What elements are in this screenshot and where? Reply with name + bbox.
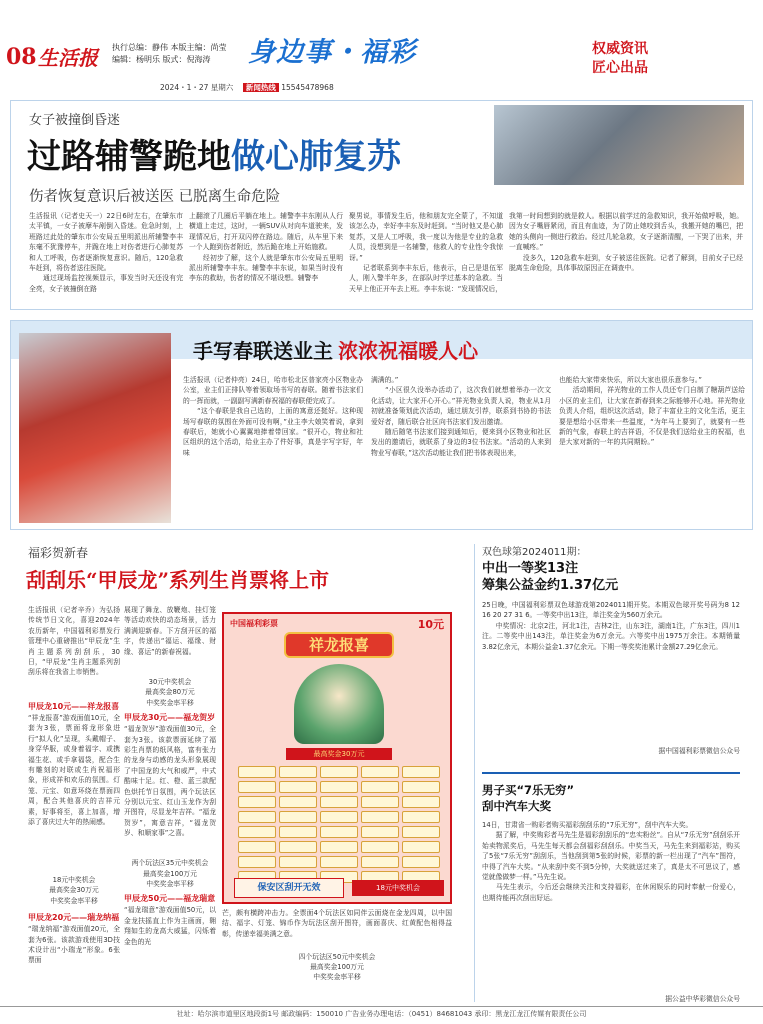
scratch-cell: [320, 781, 358, 793]
editor-credits: [112, 42, 227, 66]
story1-col-1: 生活报讯（记者史天一）22日6时左右，在肇东市太平镇，一女子被摩车剐倒入昏迷。危急时刻，上班路过此处的肇东市公安局五里明派出所辅警李丰东毫不犹豫停车，并跪在地上对伤者进行心肺复苏和人工呼吸，伤者逐渐恢复意识。随后，120急救车赶到，将伤者送往医院。 通过现场监控视频显示，事发当时天还没有完全亮，女子被撞倒在路: [29, 212, 183, 293]
story1-col-4: 我第一时间想到的就是救人。根据以前学过的急救知识，我开始做呼吸，她。因为女子嘴唇紧闭，而且有血迹，为了防止她咬到舌头，我搬开她的嘴巴，把她的头侧向一侧进行救治。经过几轮急救，女子逐渐清醒，一下哭了出来，并一直喊疼。” 没多久，120急救车赶到，女子被送往医院。记者了解到，目前女子已经脱离生命危险，具体事故原因正在调查中。: [509, 212, 743, 273]
footer-imprint: 社址：哈尔滨市道里区地段街1号 邮政编码：150010 广告业务办理电话：（0451）84681043 承印：黑龙江龙江传媒有限责任公司: [0, 1006, 763, 1020]
story1-subhead: 伤者恢复意识后被送医 已脱离生命危险: [29, 189, 281, 205]
sidebar1-source: 据中国福利彩票微信公众号: [658, 747, 740, 755]
scratch-cell: [402, 856, 440, 868]
story3-col-1: [28, 605, 120, 1005]
t3-prize-c: 中奖奖金率平移: [146, 880, 194, 889]
story2-headline-b: 浓浓祝福暖人心: [338, 339, 479, 363]
sidebar2-body: 14日，甘肃省一购彩者购买福彩刮刮乐的“7乐无穷”，刮中汽车大奖。 据了解，中奖购彩者马先生是福彩刮刮乐的“忠实粉丝”。自从“7乐无穷”刮刮乐开始卖物派奖后，马先生每天都会刮福彩刮刮乐。中奖当天，马先生来到福彩站，购买了5张“7乐无穷”刮刮乐，当他刮到第5张的时候，彩票的新一栏出现了“汽车”图符，中得了汽车大奖。“从来刮中奖不到5分钟，大奖就送过来了，真是太不可思议了，感觉就像做梦一样。”马先生说。 马先生表示，今后还会继续关注和支持福彩，在休闲娱乐的同时奉献一份爱心，也期待能再次刮出好运。: [482, 821, 740, 902]
t1-prize-b: 最高奖金30万元: [49, 886, 99, 895]
scratch-cell: [361, 811, 399, 823]
story1-headline-b: 做心肺复苏: [231, 137, 401, 177]
scratch-cell: [402, 841, 440, 853]
newspaper-logo: 生活报: [38, 46, 98, 70]
t4-title: 甲辰龙50元——福龙瑞意: [124, 894, 216, 904]
credits-line-1: 执行总编：静伟 本版主编：尚莹: [112, 43, 227, 52]
scratch-cell: [238, 811, 276, 823]
t3-body: “福龙贺岁”游戏面值30元，全套为3张。该款票面延续了福彩生肖票的纸风格，富有张力的龙身与动感的龙头形象展现了中国龙的大气和威严，中式酷味十足。红、橙、蓝三款配色烘托节日氛围，两个玩法区分别以元宝、红山玉龙作为刮开图符，尽显龙年吉祥。“福龙贺岁”，寓意吉祥，“福龙贺岁、和顺家事”之喜。: [124, 725, 216, 838]
slogan-line-2: 匠心出品: [592, 60, 648, 76]
t3-title: 甲辰龙30元——福龙贺岁: [124, 713, 216, 723]
scratch-cell: [279, 766, 317, 778]
scratch-cell: [320, 811, 358, 823]
story2-col-3: 也能给大家带来快乐，所以大家也很乐意参与。” 活动期间，祥光物业的工作人员还专门自制了糖葫芦送给小区的业主们，让大家在新春到来之际能够开心地。祥光物业负责人介绍，组织这次活动，除了丰富业主的文化生活，更主要是想给小区带来一些温度，“为年马上要到了，就要有一些新的气象，春联上的吉祥语，不仅是我们送给业主的祝福，也是大家对新的一年的共同期盼。”: [559, 376, 745, 447]
story3-kicker: 福彩贺新春: [28, 546, 89, 560]
column-divider: [474, 544, 475, 1002]
scratch-cell: [279, 796, 317, 808]
t3-prize-a: 两个玩法区35元中奖机会: [131, 859, 209, 868]
scratch-cell: [320, 826, 358, 838]
t4-body: “福龙瑞意”游戏面值50元，以金龙扶摇直上作为主画面，翱翔如生的龙高大威猛，闪烁着金色的光: [124, 906, 216, 946]
story1-headline: [27, 129, 401, 178]
sidebar2-source: 据公益中华彩微信公众号: [665, 995, 740, 1003]
t1-prize-a: 18元中奖机会: [52, 876, 96, 884]
sidebar1-body: 25日晚，中国福利彩票双色球游戏第2024011期开奖。本期双色球开奖号码为8 12 16 20 27 31 6。一等奖中出13注，单注奖金为560万余元。 中奖情况：北京2注，河北1注，吉林2注，山东3注，湖南1注，广东3注，四川1注。二等奖中出143注，单注奖金为6万余元。六等奖中出1975万余注。本期销量3.82亿余元，本期公益金1.37亿余元。下期一等奖奖池累计金额27.29亿余元。: [482, 601, 740, 651]
scratch-cell: [361, 826, 399, 838]
t3-prize-b: 最高奖金100万元: [143, 869, 197, 878]
ticket-brand: 中国福利彩票: [230, 619, 278, 628]
page-number: 08: [6, 44, 37, 70]
scratch-cell: [402, 766, 440, 778]
story3-intro: 生活报讯（记者辛乔）为弘扬传统节日文化，喜迎2024年农历新年，中国福利彩票发行管理中心重磅推出“甲辰龙”生肖主题系列刮刮乐，30日，“甲辰龙”生肖主题系列刮刮乐将在我省上市销售。: [28, 606, 120, 677]
scratch-cell: [320, 841, 358, 853]
section-banner: 身边事・福彩: [248, 37, 416, 68]
sidebar2-headline-b: 刮中汽车大奖: [482, 799, 551, 813]
scratch-cell: [402, 811, 440, 823]
t4-prize-c: 中奖奖金率平移: [313, 973, 361, 981]
scratch-cell: [320, 796, 358, 808]
slogan: [592, 40, 648, 78]
t2-prize-b: 最高奖金80万元: [145, 688, 195, 697]
scratch-cell: [238, 781, 276, 793]
t1-prize-c: 中奖奖金率平移: [50, 896, 98, 905]
scratch-cell: [238, 766, 276, 778]
scratch-cell: [279, 856, 317, 868]
story-spring-couplets: [10, 320, 753, 530]
scratch-cell: [402, 826, 440, 838]
sidebar-lottery-draw: [482, 546, 740, 756]
story3-col-2: [124, 605, 216, 1005]
dragon-illustration: [294, 664, 384, 744]
hotline-label: 新闻热线: [243, 83, 279, 92]
story3-headline: 刮刮乐“甲辰龙”系列生肖票将上市: [26, 568, 330, 592]
scratch-cell: [361, 841, 399, 853]
scratch-cell: [361, 766, 399, 778]
slogan-line-1: 权威资讯: [592, 41, 648, 57]
sidebar1-headline-b: 筹集公益金约1.37亿元: [482, 578, 619, 593]
scratch-cell: [238, 796, 276, 808]
story2-col-1: 生活报讯（记者仲亮）24日，哈市松北区普家亮小区物业办公室，业主们正排队等着领取场书写的春联。随着书法家们的一挥而就，一副副写满新春祝福的春联便完成了。 “这个春联是我自己选的，上面的寓意还挺好。这种现场写春联的氛围在外面可没有啊，”业主李大娘笑着说，拿到春联后，她就小心翼翼地捧着带回家。“很开心，物业和社区组织的这个活动，给业主办了件好事，真是字写字好，年味: [183, 376, 363, 457]
scratch-grid: [238, 766, 440, 883]
t2-prize-c: 中奖奖金率平移: [146, 698, 194, 707]
story1-col-2: 上翻滚了几圈后平躺在地上。辅警李丰东刚从人行横道上走过，这时，一辆SUV从对向车道驶来，发现情况后，打开双闪停在路边。随后，从车里下来一个人跑到伤者附近，然后跪在地上开始施救。 经初步了解，这个人就是肇东市公安局五里明派出所辅警李丰东。辅警李丰东说，如果当时没有李东的救助，伤者的情况不堪设想。辅警李: [189, 212, 343, 283]
ticket-title: 祥龙报喜: [284, 632, 394, 658]
sidebar-car-prize: [482, 772, 740, 1004]
t4-prize-b: 最高奖金100万元: [310, 963, 364, 971]
couplets-photo: [19, 333, 171, 523]
ticket-face: 10元: [417, 618, 444, 631]
scratch-cell: [361, 856, 399, 868]
story2-headline-a: 手写春联送业主: [193, 339, 333, 363]
story-auxiliary-police: [10, 100, 753, 310]
scratch-cell: [320, 856, 358, 868]
t1-body: “祥龙报喜”游戏面值10元，全套为3张，票面将龙形象进行“拟人化”呈现，头戴帽子、身穿华服，或身着福字、或携福生花、或手拿福袋，配合生有雕刻的对联或生肖祝福形象，形成祥和欢乐的氛围。灯笼、元宝、如意环绕在票面四周，配合其他喜庆的吉祥元素，好事将至，喜上加喜，增添了喜庆过大年的热闹感。: [28, 714, 120, 827]
scratch-cell: [279, 781, 317, 793]
scratch-cell: [402, 781, 440, 793]
sidebar1-headline-a: 中出一等奖13注: [482, 561, 579, 576]
story2-headline: [193, 335, 478, 364]
ticket-top-prize: 最高奖金30万元: [286, 748, 392, 760]
scratch-cell: [238, 826, 276, 838]
scratch-cell: [238, 841, 276, 853]
story2-col-2: 满满的。” “小区很久没举办活动了，这次我们就想着举办一次文化活动，让大家开心开心。”祥光物业负责人说，物业从1月初就准备策划此次活动，通过朋友引荐，联系到书协的书法爱好者，随后联合社区向书法家们发出邀请。 随后随笔书法家们接到通知后，便来到小区物业和社区发出的邀请后，就联系了身边的3位书法家。“活动的人来到物业写春联，”这次活动能让我们把书体表现出来，: [371, 376, 551, 457]
hotline-number: 15545478968: [281, 83, 334, 92]
scratch-cell: [402, 796, 440, 808]
sidebar2-headline-a: 男子买“7乐无穷”: [482, 783, 575, 797]
scratch-cell: [238, 856, 276, 868]
scratch-cell: [361, 781, 399, 793]
scratch-cell: [279, 826, 317, 838]
issue-date: 2024・1・27 星期六: [160, 83, 234, 92]
t4-body-cont: 芒，颇有横跨冲击力。全票面4个玩法区如同伴云面烧在金龙四周，以中国结、福字、灯笼、锦币作为玩法区刮开图符，画面喜庆、红黄配色相得益彰，传递幸福美满之意。: [222, 909, 452, 938]
t1-title: 甲辰龙10元——祥龙报喜: [28, 702, 120, 711]
scratch-cell: [279, 811, 317, 823]
date-bar: [160, 82, 410, 94]
story1-col-3: 聚男说，事情发生后，他和朋友完全蒙了，不知道该怎么办，幸好李丰东及时赶到。“当时他又是心肺复苏，又是人工呼吸，我一度以为他是专业的急救人员，没想到是一名辅警，他救人的专业性令我惊讶。” 记者联系到李丰东后，他表示，自己是退伍军人，刚入警半年多，在部队时学过基本的急救。当天早上他正开车去上班。李丰东说：“发现情况后，: [349, 212, 503, 293]
t2-body: “瑞龙纳福”游戏面值20元，全套为6张。该款游戏使用3D技术设计出“小瑞龙”形象。6张票面: [28, 925, 120, 965]
surveillance-photo: [494, 105, 744, 185]
scratch-cell: [320, 766, 358, 778]
story1-headline-a: 过路辅警跪地: [27, 137, 231, 177]
ticket-bottom-text: 保安区刮开无效: [234, 878, 344, 898]
t4-prize-a: 四个玩法区50元中奖机会: [298, 953, 376, 961]
t2-prize-a: 30元中奖机会: [148, 678, 192, 686]
scratch-cell: [279, 841, 317, 853]
t2-body-cont: 展现了舞龙、放鞭炮、挂灯笼等活动欢快的动态场景，活力满满迎新春。下方刮开区的福字，传递出“福运、福缘、财缘、喜运”的新春祝福。: [124, 606, 216, 656]
credits-line-2: 编辑：杨明乐 版式：倪海涛: [112, 55, 211, 64]
ticket-bottom-face: 18元中奖机会: [352, 880, 444, 896]
t2-title: 甲辰龙20元——瑞龙纳福: [28, 913, 120, 923]
scratch-cell: [361, 796, 399, 808]
story1-kicker: 女子被撞倒昏迷: [29, 113, 121, 128]
lottery-ticket-image: [222, 612, 452, 904]
sidebar1-kicker: 双色球第2024011期：: [482, 547, 587, 558]
